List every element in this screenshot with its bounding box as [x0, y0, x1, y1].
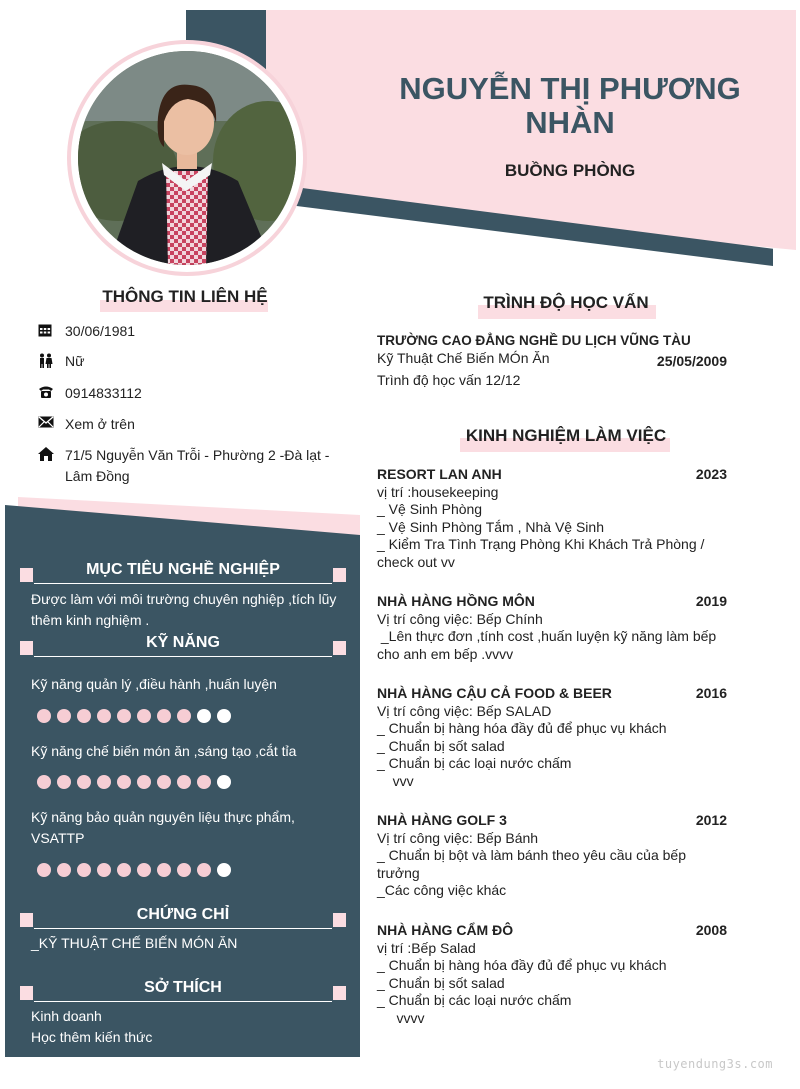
rating-dot-filled	[197, 775, 211, 789]
job-detail-line: _ Chuẩn bị hàng hóa đầy đủ để phục vụ khách	[377, 957, 667, 974]
rating-dot-filled	[77, 709, 91, 723]
job-detail-line: Vị trí công việc: Bếp SALAD	[377, 702, 552, 719]
skill-label: Kỹ năng chế biến món ăn ,sáng tạo ,cắt tỉa	[31, 743, 297, 759]
rating-dot-filled	[57, 709, 71, 723]
rating-dot-filled	[197, 863, 211, 877]
certificates-heading	[20, 906, 346, 929]
rating-dot-filled	[97, 863, 111, 877]
rating-dot-filled	[137, 775, 151, 789]
rating-dot-filled	[77, 863, 91, 877]
rating-dot-filled	[57, 863, 71, 877]
gender-icon	[38, 351, 65, 368]
job-entry	[377, 466, 729, 572]
rating-dot-filled	[37, 709, 51, 723]
objective-heading	[20, 561, 346, 584]
home-icon	[38, 445, 65, 461]
job-header	[377, 685, 729, 703]
rating-dot-filled	[117, 775, 131, 789]
job-detail-line: _Các công việc khác	[377, 882, 507, 899]
hobby-item: Học thêm kiến thức	[31, 1029, 153, 1045]
education-level: Trình độ học vấn 12/12	[377, 372, 521, 389]
job-entry	[377, 685, 729, 791]
skill-rating	[37, 863, 231, 877]
gender-text: Nữ	[65, 353, 85, 369]
rating-dot-filled	[97, 709, 111, 723]
birthdate-text: 30/06/1981	[65, 323, 136, 339]
rating-dot-empty	[217, 775, 231, 789]
candidate-role: BUỒNG PHÒNG	[504, 161, 636, 180]
job-detail-line: _ Chuẩn bị các loại nước chấm	[377, 992, 572, 1009]
education-entry	[377, 332, 729, 390]
rating-dot-filled	[117, 863, 131, 877]
envelope-icon	[38, 414, 65, 428]
job-detail-line: _ Vệ Sinh Phòng Tắm , Nhà Vệ Sinh	[377, 518, 604, 535]
certificates-title: CHỨNG CHỈ	[136, 906, 230, 923]
job-header	[377, 466, 729, 484]
job-year: 2023	[695, 466, 727, 482]
candidate-name: NGUYỄN THỊ PHƯƠNG NHÀN	[399, 71, 741, 140]
job-detail-line: _ Kiểm Tra Tình Trạng Phòng Khi Khách Trả Phòng / check out vv	[377, 536, 709, 570]
contact-gender	[38, 351, 84, 372]
skill-label: Kỹ năng quản lý ,điều hành ,huấn luyện	[31, 676, 277, 692]
profile-photo	[78, 51, 296, 265]
job-detail-line: vvv	[377, 772, 414, 789]
rating-dot-filled	[157, 709, 171, 723]
skills-title: KỸ NĂNG	[146, 634, 220, 651]
profile-photo-frame	[67, 40, 307, 276]
hobbies-heading	[20, 979, 346, 1002]
rating-dot-filled	[177, 709, 191, 723]
rating-dot-filled	[177, 863, 191, 877]
education-section-title: TRÌNH ĐỘ HỌC VẤN	[483, 293, 649, 312]
job-header	[377, 812, 729, 830]
job-company: RESORT LAN ANH	[377, 466, 502, 482]
job-detail-line: _Lên thực đơn ,tính cost ,huấn luyện kỹ năng làm bếp cho anh em bếp .vvvv	[377, 628, 721, 662]
rating-dot-filled	[37, 863, 51, 877]
education-date: 25/05/2009	[656, 352, 727, 369]
job-entry	[377, 922, 729, 1028]
rating-dot-filled	[57, 775, 71, 789]
job-detail-line: vị trí :Bếp Salad	[377, 939, 476, 956]
address-text: 71/5 Nguyễn Văn Trỗi - Phường 2 -Đà lạt - Lâm Đồng	[65, 447, 330, 484]
rating-dot-filled	[37, 775, 51, 789]
job-entry	[377, 812, 729, 900]
contact-birthdate	[38, 321, 135, 342]
job-detail-line: Vị trí công việc: Bếp Bánh	[377, 829, 539, 846]
rating-dot-filled	[157, 775, 171, 789]
certificates-text: _KỸ THUẬT CHẾ BIẾN MÓN ĂN	[31, 935, 238, 951]
job-detail-line: _ Vệ Sinh Phòng	[377, 501, 483, 518]
rating-dot-empty	[217, 709, 231, 723]
contact-phone	[38, 383, 142, 404]
phone-text: 0914833112	[65, 385, 142, 401]
education-school: TRƯỜNG CAO ĐẲNG NGHỀ DU LỊCH VŨNG TÀU	[377, 333, 691, 348]
rating-dot-filled	[117, 709, 131, 723]
rating-dot-filled	[137, 863, 151, 877]
job-detail-line: _ Chuẩn bị sốt salad	[377, 737, 505, 754]
hobby-item: Kinh doanh	[31, 1008, 102, 1024]
education-major: Kỹ Thuật Chế Biến MÓn Ăn	[377, 349, 550, 366]
rating-dot-filled	[177, 775, 191, 789]
job-detail-line: Vị trí công việc: Bếp Chính	[377, 610, 543, 627]
job-year: 2019	[695, 593, 727, 609]
objective-text: Được làm với môi trường chuyên nghiệp ,tích lũy thêm kinh nghiệm .	[31, 591, 337, 628]
job-detail-line: _ Chuẩn bị bột và làm bánh theo yêu cầu của bếp trưởng	[377, 847, 690, 881]
rating-dot-filled	[77, 775, 91, 789]
skill-rating	[37, 775, 231, 789]
job-company: NHÀ HÀNG GOLF 3	[377, 812, 507, 828]
job-company: NHÀ HÀNG CẬU CẢ FOOD & BEER	[377, 685, 612, 701]
phone-icon	[38, 383, 65, 399]
job-detail-line: _ Chuẩn bị sốt salad	[377, 974, 505, 991]
calendar-icon	[38, 321, 65, 337]
skill-label: Kỹ năng bảo quản nguyên liệu thực phẩm, VSATTP	[31, 809, 295, 846]
job-header	[377, 922, 729, 940]
rating-dot-filled	[97, 775, 111, 789]
skills-heading	[20, 634, 346, 657]
rating-dot-filled	[157, 863, 171, 877]
job-company: NHÀ HÀNG CẨM ĐÔ	[377, 922, 514, 938]
contact-address	[38, 445, 338, 487]
experience-section-title: KINH NGHIỆM LÀM VIỆC	[465, 426, 667, 445]
job-year: 2012	[695, 812, 727, 828]
email-text: Xem ở trên	[65, 416, 135, 432]
watermark-text: tuyendung3s.com	[657, 1057, 773, 1071]
objective-title: MỤC TIÊU NGHỀ NGHIỆP	[86, 561, 280, 578]
hobbies-title: SỞ THÍCH	[144, 979, 222, 996]
job-detail-line: vvvv	[377, 1009, 425, 1026]
job-year: 2016	[695, 685, 727, 701]
job-entry	[377, 593, 729, 663]
job-detail-line: _ Chuẩn bị các loại nước chấm	[377, 755, 572, 772]
rating-dot-filled	[137, 709, 151, 723]
rating-dot-empty	[217, 863, 231, 877]
contact-section-title: THÔNG TIN LIÊN HỆ	[102, 287, 268, 306]
skill-rating	[37, 709, 231, 723]
job-company: NHÀ HÀNG HỒNG MÔN	[377, 593, 535, 609]
job-detail-line: _ Chuẩn bị hàng hóa đầy đủ để phục vụ khách	[377, 720, 667, 737]
contact-email	[38, 414, 135, 435]
job-year: 2008	[695, 922, 727, 938]
job-header	[377, 593, 729, 611]
rating-dot-empty	[197, 709, 211, 723]
job-detail-line: vị trí :housekeeping	[377, 483, 499, 500]
